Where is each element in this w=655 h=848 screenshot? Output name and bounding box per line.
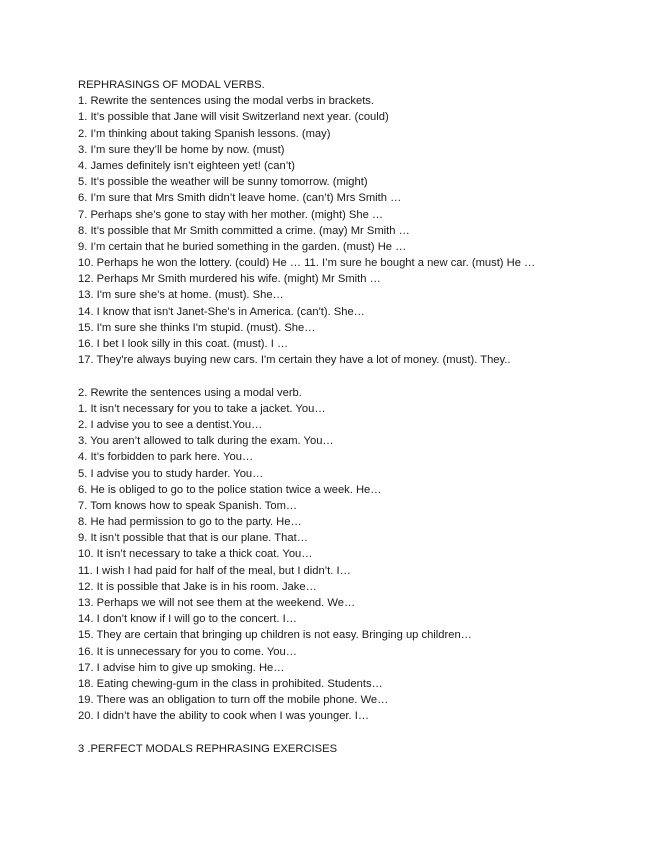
list-item: 14. I know that isn't Janet-She's in America. (can't). She… <box>78 305 365 318</box>
list-item: 4. It’s forbidden to park here. You… <box>78 451 254 464</box>
list-item: 7. Tom knows how to speak Spanish. Tom… <box>78 499 298 512</box>
list-item: 9. I’m certain that he buried something in the garden. (must) He … <box>78 240 407 253</box>
list-item: 12. It is possible that Jake is in his room. Jake… <box>78 580 317 593</box>
list-item: 3. I’m sure they’ll be home by now. (must) <box>78 143 285 156</box>
list-item: 4. James definitely isn’t eighteen yet! (can’t) <box>78 159 296 172</box>
list-item: 8. He had permission to go to the party. He… <box>78 516 302 529</box>
document-title: REPHRASINGS OF MODAL VERBS. <box>78 79 265 91</box>
section-3-heading: 3 .PERFECT MODALS REPHRASING EXERCISES <box>78 742 338 755</box>
list-item: 9. It isn’t possible that that is our plane. That… <box>78 532 308 545</box>
list-item: 6. I’m sure that Mrs Smith didn’t leave home. (can’t) Mrs Smith … <box>78 192 402 205</box>
list-item: 10. Perhaps he won the lottery. (could) He … 11. I’m sure he bought a new car. (must) He … <box>78 257 536 270</box>
list-item: 12. Perhaps Mr Smith murdered his wife. (might) Mr Smith … <box>78 273 381 286</box>
section-spacer <box>78 368 638 384</box>
list-item: 7. Perhaps she’s gone to stay with her mother. (might) She … <box>78 208 384 221</box>
list-item: 8. It’s possible that Mr Smith committed a crime. (may) Mr Smith … <box>78 224 410 237</box>
section-1 <box>78 93 638 368</box>
section-spacer <box>78 725 638 741</box>
list-item: 16. I bet I look silly in this coat. (must). I … <box>78 338 289 350</box>
list-item: 17. They're always buying new cars. I'm certain they have a lot of money. (must). They.. <box>78 354 511 367</box>
list-item: 15. I'm sure she thinks I'm stupid. (must). She… <box>78 321 316 334</box>
list-item: 10. It isn’t necessary to take a thick coat. You… <box>78 548 313 561</box>
list-item: 5. It’s possible the weather will be sunny tomorrow. (might) <box>78 176 368 189</box>
document-page <box>78 77 638 757</box>
list-item: 13. Perhaps we will not see them at the weekend. We… <box>78 597 356 609</box>
list-item: 2. I’m thinking about taking Spanish lessons. (may) <box>78 127 331 140</box>
list-item: 18. Eating chewing-gum in the class in prohibited. Students… <box>78 677 383 690</box>
list-item: 11. I wish I had paid for half of the meal, but I didn’t. I… <box>78 564 351 577</box>
section-2-heading: 2. Rewrite the sentences using a modal verb. <box>78 386 302 399</box>
list-item: 1. It’s possible that Jane will visit Switzerland next year. (could) <box>78 111 389 124</box>
list-item: 6. He is obliged to go to the police station twice a week. He… <box>78 483 382 496</box>
list-item: 1. It isn’t necessary for you to take a jacket. You… <box>78 402 326 415</box>
list-item: 5. I advise you to study harder. You… <box>78 467 264 480</box>
list-item: 19. There was an obligation to turn off the mobile phone. We… <box>78 694 389 707</box>
section-1-list <box>78 109 638 368</box>
list-item: 20. I didn’t have the ability to cook when I was younger. I… <box>78 710 370 723</box>
section-2 <box>78 385 638 725</box>
list-item: 14. I don’t know if I will go to the concert. I… <box>78 613 297 626</box>
list-item: 16. It is unnecessary for you to come. You… <box>78 645 297 658</box>
list-item: 3. You aren’t allowed to talk during the exam. You… <box>78 435 334 448</box>
section-1-heading: 1. Rewrite the sentences using the modal verbs in brackets. <box>78 95 374 108</box>
list-item: 17. I advise him to give up smoking. He… <box>78 661 285 674</box>
section-3 <box>78 741 638 757</box>
section-2-list <box>78 401 638 725</box>
list-item: 2. I advise you to see a dentist.You… <box>78 418 263 431</box>
list-item: 15. They are certain that bringing up children is not easy. Bringing up children… <box>78 629 472 642</box>
list-item: 13. I'm sure she's at home. (must). She… <box>78 289 284 302</box>
